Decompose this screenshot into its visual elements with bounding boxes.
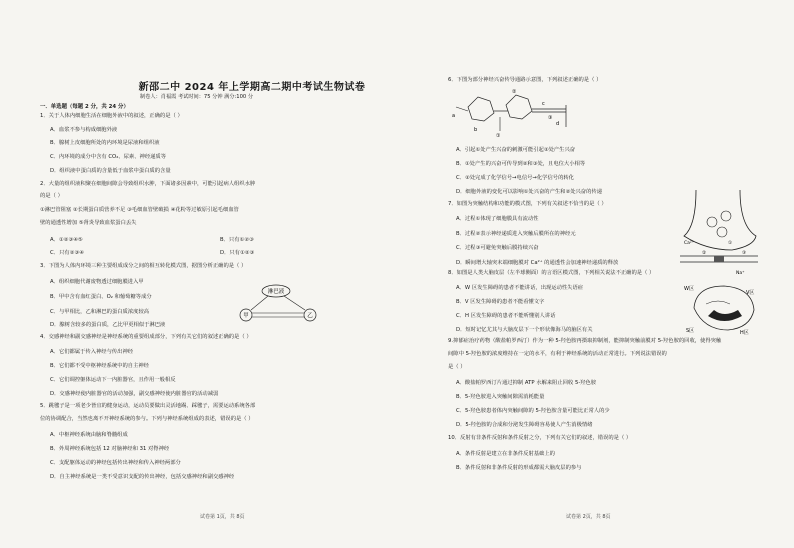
q5-option-a: A．中枢神经系统由脑和脊髓组成 <box>50 432 128 438</box>
q8-option-b: B．V 区发生障碍的患者不能看懂文字 <box>456 299 545 305</box>
q7-label-1: ① <box>728 241 733 246</box>
q8-option-d: D．短时记忆尤其与大脑皮层下一个形状像海马的脑区有关 <box>456 327 593 333</box>
exam-title: 新邵二中 2024 年上学期高二期中考试生物试卷 <box>138 82 366 93</box>
q5-stem-line1: 5．跳毽子是一项老少皆宜的健身运动，运动员要做出灵活地踢、踩毽子，需要运动系统各部 <box>40 403 256 409</box>
q9-stem-line2: 间隙中 5-羟色胺的浓度维持在一定的水平，有利于神经系统的活动正常进行。下列说法错误的 <box>448 351 667 357</box>
q7-option-d: D．瞬间增大轴突末端细胞膜对 Ca²⁺ 的通透性会加速神经递质的释放 <box>456 260 619 266</box>
left-page <box>40 0 392 548</box>
q6-option-b: B．①处产生的兴奋可传导到②和③处，且电位大小相等 <box>456 161 586 167</box>
q6-option-c: C．②处完成了化学信号→电信号→化学信号的转化 <box>456 175 574 181</box>
q8-option-a: A．W 区发生障碍的患者不能讲话，出现运动性失语症 <box>456 285 584 291</box>
q4-option-c: C．它们调控躯体运动下一内脏器官，且作用一般相反 <box>50 377 176 383</box>
q9-option-d: D．5-羟色胺的合成和分泌发生障碍容易使人产生消极情绪 <box>456 422 593 428</box>
q10-stem: 10．反射有非条件反射和条件反射之分，下列有关它们的叙述，错误的是（ ） <box>448 435 632 441</box>
q9-stem-line3: 是（ ） <box>448 364 466 370</box>
q3-fluid-diagram <box>230 283 326 323</box>
q2-option-c: C．只有②③④ <box>50 250 84 256</box>
q8-label-h: H区 <box>740 330 749 336</box>
q6-option-d: D．细胞外液的变化可以影响①处兴奋的产生和②处兴奋的传递 <box>456 189 602 195</box>
q1-option-b: B．腺树上皮细胞所处的内环境是尿液和组织液 <box>50 140 160 146</box>
q4-option-d: D．交感神经使内脏器官的活动加强，副交感神经使内脏器官的活动减弱 <box>50 391 219 397</box>
q3-stem: 3．下图为人体内环境三种主要组成成分之间的相互转化模式图，据图分析正确的是（ ） <box>40 263 247 269</box>
q7-stem: 7．如图为突触结构和功能的模式图，下列有关叙述不恰当的是（ ） <box>448 201 607 207</box>
q6-option-a: A．引起①处产生兴奋的刺激可能引起②处产生兴奋 <box>456 147 576 153</box>
q7-synapse-diagram <box>676 186 760 278</box>
footer-left: 试卷第 1页，共 8页 <box>200 514 245 520</box>
q2-option-b: B．只有①②③ <box>220 237 254 243</box>
q6-label-a: a <box>452 113 456 119</box>
footer-right: 试卷第 2页，共 8页 <box>566 514 611 520</box>
exam-meta: 制卷人：肖福霞 考试时间：75 分钟 满分:100 分 <box>140 94 254 100</box>
right-page <box>448 0 766 548</box>
q6-label-d: d <box>556 121 560 127</box>
diagram-label-yi: 乙 <box>307 313 313 319</box>
diagram-label-jia: 甲 <box>243 313 249 319</box>
q6-label-c: c <box>542 101 545 107</box>
q4-stem: 4．交感神经和副交感神经是神经系统的重要组成部分，下列有关它们的叙述正确的是（ ） <box>40 334 252 340</box>
q6-label-3: ③ <box>548 115 553 121</box>
q6-label-b: b <box>474 127 478 133</box>
q7-label-ca: Ca²⁺ <box>684 241 695 246</box>
q1-option-d: D．组织液中蛋白质的含量低于血浆中蛋白质的含量 <box>50 168 171 174</box>
q10-option-b: B．条件反射和非条件反射的形成都需大脑皮层的参与 <box>456 465 582 471</box>
q8-stem: 8．如图是人类大脑皮层（左半球侧面）的言语区模式图，下列相关说法不正确的是（ ） <box>448 270 655 276</box>
q1-option-a: A．血浆不参与构成细胞外液 <box>50 127 118 133</box>
q2-sub-line2: 壁的通透性增加 ⑤肾炎导致血浆蛋白丢失 <box>40 220 137 226</box>
q9-option-a: A．酸盐帕罗西汀片通过抑制 ATP 水解来阻止回收 5-羟色胺 <box>456 380 597 386</box>
q4-option-b: B．它们都不受中枢神经系统中的自主神经 <box>50 363 149 369</box>
q5-option-b: B．外周神经系统包括 12 对脑神经和 31 对脊神经 <box>50 446 170 452</box>
q6-label-2: ② <box>512 89 517 95</box>
q7-option-c: C．过程③可避免突触后膜持续兴奋 <box>456 245 539 251</box>
q3-option-c: C．与甲相比，乙和淋巴的蛋白质浓度较高 <box>50 309 150 315</box>
q8-label-v: V区 <box>746 290 755 296</box>
q3-option-d: D．腺树含较多的蛋白质，乙比甲更相似于淋巴液 <box>50 322 166 328</box>
q1-option-c: C．内环境的成分中含有 CO₂、尿素、神经递质等 <box>50 154 167 160</box>
q7-option-a: A．过程①体现了细胞膜具有流动性 <box>456 216 539 222</box>
q5-option-c: C．支配躯体运动的神经包括传出神经和传入神经两部分 <box>50 460 181 466</box>
q2-option-d: D．只有①②③ <box>220 250 255 256</box>
q10-option-a: A．条件反射是建立在非条件反射基础上的 <box>456 451 555 457</box>
q7-label-3: ③ <box>742 251 747 256</box>
q3-option-a: A．组织细胞代谢废物透过细胞膜进入甲 <box>50 279 144 285</box>
q8-label-w: W区 <box>684 286 694 292</box>
q9-option-b: B．5-羟色胺进入突触间隙需消耗能量 <box>456 394 545 400</box>
q7-option-b: B．过程②表示神经递质进入突触后膜所在的神经元 <box>456 231 576 237</box>
q5-stem-line2: 位的协调配合，当然也离不开神经系统的参与。下列与神经系统组成的表述，错误的是（ ） <box>40 416 254 422</box>
q7-label-na: Na⁺ <box>736 271 745 276</box>
q4-option-a: A．它们都属于传入神经与传出神经 <box>50 349 134 355</box>
q6-stem: 6．下图为部分神经兴奋传导通路示意图，下列叙述正确的是（ ） <box>448 77 602 83</box>
q2-sub-line1: ①淋巴管阻塞 ②长期蛋白质营养不足 ③毛细血管壁破损 ④花粉等过敏原引起毛细血管 <box>40 207 239 213</box>
q6-label-1: ① <box>496 133 501 139</box>
q2-option-a: A．①②③④⑤ <box>50 237 83 243</box>
section-heading: 一．单选题（每题 2 分，共 24 分） <box>40 104 129 110</box>
q8-option-c: C．H 区发生障碍的患者不能听懂别人讲话 <box>456 313 556 319</box>
q9-stem-line1: 9.抑郁症治疗药物（酸盐帕罗西汀）作为一种 5-羟色胺再摄取抑制剂，能抑制突触前膜对 5-羟色胺的回收，使得突触 <box>448 338 722 344</box>
q6-neuron-diagram <box>448 87 578 139</box>
q9-option-c: C．5-羟色胺患者体内突触间隙的 5-羟色胺含量可能比正常人的少 <box>456 408 610 414</box>
q5-option-d: D．自主神经系统是一类不受意识支配的传出神经，包括交感神经和副交感神经 <box>50 474 235 480</box>
q8-label-s: S区 <box>686 328 695 334</box>
q8-brain-diagram <box>684 280 762 336</box>
q7-label-2: ② <box>702 251 707 256</box>
q2-stem-line2: 的是（ ） <box>40 193 63 199</box>
diagram-label-lymph: 淋巴液 <box>267 289 285 295</box>
q2-stem-line1: 2．大量的组织液积聚在细胞间隙会导致组织水肿，下面诸多因素中，可能引起病人组织水肿 <box>40 181 256 187</box>
q1-stem: 1．关于人体内细胞生活在细胞外液中的叙述，正确的是（ ） <box>40 113 183 119</box>
q3-option-b: B．甲中含有血红蛋白、O₂ 和葡萄糖等成分 <box>50 294 152 300</box>
